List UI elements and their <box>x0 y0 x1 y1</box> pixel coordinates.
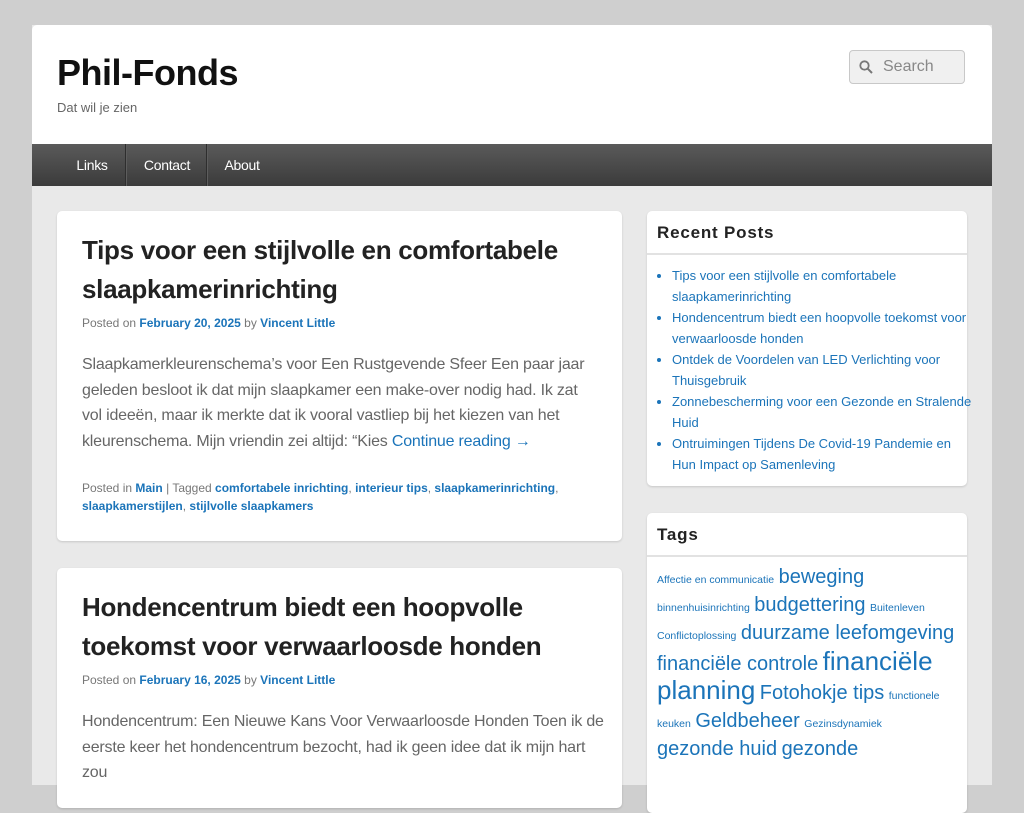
tag-link[interactable]: functionele keuken <box>657 690 940 730</box>
excerpt-line: eerste keer het hondencentrum bezocht, had ik geen idee dat ik mijn hart zou <box>82 738 586 781</box>
post-title[interactable]: Hondencentrum biedt een hoopvolle toekomst voor verwaarloosde honden <box>82 592 542 661</box>
post-footer: Posted in Main | Tagged comfortabele inrichting, interieur tips, slaapkamerinrichting, slaapkamerstijlen, stijlvolle slaapkamers <box>82 481 559 513</box>
recent-post-link[interactable]: Hondencentrum biedt een hoopvolle toekomst voor verwaarloosde honden <box>672 310 967 346</box>
widget-title: Recent Posts <box>657 223 775 242</box>
tag-link[interactable]: Buitenleven <box>869 602 925 614</box>
posted-on-label: Posted on <box>82 316 137 330</box>
post-article <box>57 211 622 541</box>
tag-cloud <box>657 565 957 763</box>
posted-in-label: Posted in <box>82 481 133 495</box>
tag-link[interactable]: Geldbeheer <box>695 710 800 732</box>
post-article <box>57 568 622 808</box>
post-meta <box>82 316 335 330</box>
nav-item-contact[interactable]: Contact <box>143 157 191 173</box>
tag-link[interactable]: financiële planning <box>657 646 933 705</box>
list-item <box>672 265 972 307</box>
site-header <box>32 25 992 144</box>
tag-link[interactable]: financiële controle <box>657 653 819 675</box>
search-input[interactable] <box>883 57 961 77</box>
excerpt-text: Slaapkamerkleurenschema’s voor Een Rustgevende Sfeer Een paar jaar geleden besloot ik dat mijn slaapkamer een make-over nodig had. Ik zat vol ideeën, maar ik merkte dat ik vooral vastliep bij het kiezen van het kleurenschema. Mijn vriendin zei altijd: “Kies <box>82 356 585 450</box>
main-navigation <box>32 144 992 186</box>
post-date-link[interactable]: February 20, 2025 <box>139 316 241 330</box>
search-icon <box>859 60 873 74</box>
excerpt-line: Hondencentrum: Een Nieuwe Kans Voor Verwaarloosde Honden Toen ik de <box>82 713 604 730</box>
post-author-link[interactable]: Vincent Little <box>260 316 336 330</box>
posted-on-label: Posted on <box>82 673 137 687</box>
widget-divider <box>647 253 967 255</box>
tag-link[interactable]: slaapkamerstijlen <box>82 499 183 513</box>
post-excerpt <box>82 709 612 786</box>
tag-link[interactable]: interieur tips <box>355 481 428 495</box>
search-box[interactable] <box>849 50 965 84</box>
tag-link[interactable]: slaapkamerinrichting <box>434 481 556 495</box>
post-meta <box>82 673 335 687</box>
post-excerpt <box>82 352 592 454</box>
nav-item-links[interactable]: Links <box>76 157 108 173</box>
post-date-link[interactable]: February 16, 2025 <box>139 673 241 687</box>
tag-link[interactable]: Gezinsdynamiek <box>804 718 882 730</box>
tag-link[interactable]: gezonde huid <box>657 738 778 760</box>
list-item <box>672 349 972 391</box>
list-item <box>672 391 972 433</box>
tag-link[interactable]: Fotohokje tips <box>759 682 885 704</box>
recent-post-link[interactable]: Ontruimingen Tijdens De Covid-19 Pandemie en Hun Impact op Samenleving <box>672 436 951 472</box>
tag-link[interactable]: beweging <box>778 566 865 588</box>
recent-post-link[interactable]: Tips voor een stijlvolle en comfortabele slaapkamerinrichting <box>672 268 897 304</box>
post-author-link[interactable]: Vincent Little <box>260 673 336 687</box>
by-label: by <box>244 673 257 687</box>
tag-link[interactable]: duurzame leefomgeving <box>740 622 955 644</box>
recent-posts-widget <box>647 211 972 486</box>
widget-divider <box>647 555 967 557</box>
category-link[interactable]: Main <box>135 481 163 495</box>
tag-link[interactable]: binnenhuisinrichting <box>657 602 750 614</box>
list-item <box>672 433 972 475</box>
tag-link[interactable]: stijlvolle slaapkamers <box>189 499 314 513</box>
tagged-label: | Tagged <box>166 481 212 495</box>
list-item <box>672 307 972 349</box>
post-title[interactable]: Tips voor een stijlvolle en comfortabele slaapkamerinrichting <box>82 235 558 304</box>
recent-posts-list <box>657 265 972 475</box>
tag-link[interactable]: comfortabele inrichting <box>215 481 349 495</box>
widget-title: Tags <box>657 525 699 544</box>
tag-link[interactable]: budgettering <box>754 594 866 616</box>
nav-item-about[interactable]: About <box>224 157 260 173</box>
tag-link[interactable]: Conflictoplossing <box>657 630 737 642</box>
tag-link[interactable]: Affectie en communicatie <box>657 574 775 586</box>
recent-post-link[interactable]: Zonnebescherming voor een Gezonde en Stralende Huid <box>672 394 972 430</box>
tags-widget <box>647 513 967 813</box>
site-tagline: Dat wil je zien <box>57 100 138 115</box>
tag-link[interactable]: gezonde <box>781 738 859 760</box>
page-wrapper <box>32 25 992 785</box>
continue-reading-link[interactable]: Continue reading → <box>391 432 531 450</box>
by-label: by <box>244 316 257 330</box>
site-title[interactable]: Phil-Fonds <box>57 52 238 93</box>
recent-post-link[interactable]: Ontdek de Voordelen van LED Verlichting voor Thuisgebruik <box>672 352 941 388</box>
